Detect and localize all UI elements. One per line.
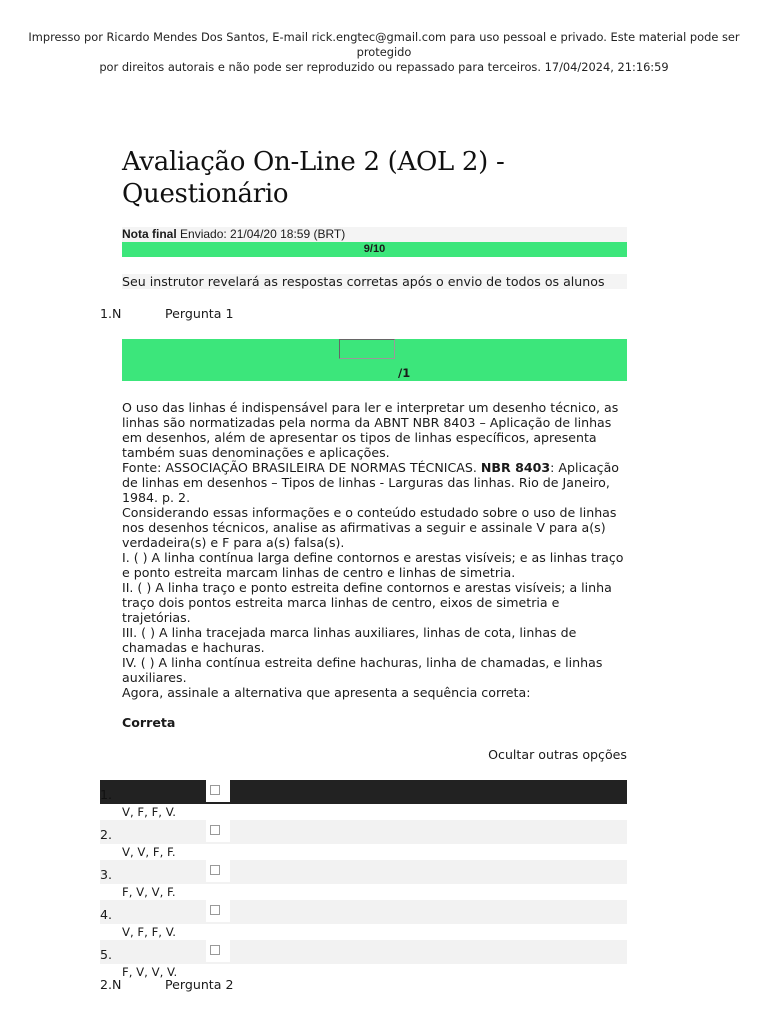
statement-4: IV. ( ) A linha contínua estreita define hachuras, linha de chamadas, e linhas auxiliares. <box>122 655 603 685</box>
option-2-text: V, V, F, F. <box>122 845 176 859</box>
option-1-bar <box>100 780 627 804</box>
option-1-checkbox[interactable] <box>210 785 220 795</box>
option-3-text: F, V, V, F. <box>122 885 176 899</box>
option-5-bar <box>100 940 627 964</box>
option-2-bar <box>100 820 627 844</box>
option-5-number: 5. <box>100 947 113 962</box>
option-5-checkbox-cell <box>206 940 230 962</box>
option-3-number: 3. <box>100 867 113 882</box>
question-prompt: Agora, assinale a alternativa que apresenta a sequência correta: <box>122 685 531 700</box>
question-2-number: 2.N <box>100 977 122 992</box>
score-value: 9/10 <box>363 243 386 255</box>
instructor-note: Seu instrutor revelará as respostas corretas após o envio de todos os alunos <box>122 274 627 289</box>
question-1-grade-box <box>122 339 627 381</box>
score-bar <box>122 242 627 257</box>
final-grade-label: Nota final <box>122 227 177 241</box>
option-1-number: 1. <box>100 787 113 802</box>
option-5[interactable] <box>100 940 627 980</box>
print-watermark <box>0 30 768 75</box>
option-5-checkbox[interactable] <box>210 945 220 955</box>
page-title <box>122 146 642 210</box>
source-prefix: Fonte: ASSOCIAÇÃO BRASILEIRA DE NORMAS TÉCNICAS. <box>122 460 481 475</box>
option-5-text: F, V, V, V. <box>122 965 178 979</box>
source-standard: NBR 8403 <box>480 460 551 475</box>
statement-3: III. ( ) A linha tracejada marca linhas auxiliares, linhas de cota, linhas de chamadas e hachuras. <box>122 625 577 655</box>
option-4-number: 4. <box>100 907 113 922</box>
option-4-bar <box>100 900 627 924</box>
final-grade-line <box>122 227 627 242</box>
question-2-title: Pergunta 2 <box>165 977 234 992</box>
watermark-line-2: por direitos autorais e não pode ser reproduzido ou repassado para terceiros. 17/04/2024, 21:16:59 <box>99 60 669 74</box>
hide-options-link[interactable]: Ocultar outras opções <box>488 747 627 762</box>
option-1[interactable] <box>100 780 627 820</box>
grade-input[interactable] <box>339 339 395 359</box>
statement-2: II. ( ) A linha traço e ponto estreita define contornos e arestas visíveis; a linha traço dois pontos estreita marca linhas de centro, eixos de simetria e trajetórias. <box>122 580 612 625</box>
option-4[interactable] <box>100 900 627 940</box>
question-1-text <box>122 400 627 700</box>
option-4-checkbox-cell <box>206 900 230 922</box>
option-3-checkbox[interactable] <box>210 865 220 875</box>
submission-date: Enviado: 21/04/20 18:59 (BRT) <box>180 227 346 241</box>
grade-max: /1 <box>398 366 411 380</box>
question-1-number: 1.N <box>100 306 122 321</box>
page-title-line-2: Questionário <box>122 179 289 209</box>
option-4-checkbox[interactable] <box>210 905 220 915</box>
question-intro: O uso das linhas é indispensável para ler e interpretar um desenho técnico, as linhas são normatizadas pela norma da ABNT NBR 8403 – Aplicação de linhas em desenhos, além de apresentar os tipos de linhas específicos, apresenta também suas denominações e aplicações. <box>122 400 619 460</box>
option-2[interactable] <box>100 820 627 860</box>
source-suffix: : Aplicação de linhas em desenhos – Tipos de linhas - Larguras das linhas. Rio de Janeiro, 1984. p. 2. <box>122 460 620 505</box>
option-3[interactable] <box>100 860 627 900</box>
option-4-text: V, F, F, V. <box>122 925 176 939</box>
option-3-checkbox-cell <box>206 860 230 882</box>
watermark-line-1: Impresso por Ricardo Mendes Dos Santos, E-mail rick.engtec@gmail.com para uso pessoal e privado. Este material pode ser protegido <box>28 30 740 59</box>
statement-1: I. ( ) A linha contínua larga define contornos e arestas visíveis; e as linhas traço e ponto estreita marcam linhas de centro e linhas de simetria. <box>122 550 624 580</box>
question-instruction: Considerando essas informações e o conteúdo estudado sobre o uso de linhas nos desenhos técnicos, analise as afirmativas a seguir e assinale V para a(s) verdadeira(s) e F para a(s) falsa(s). <box>122 505 617 550</box>
option-2-checkbox-cell <box>206 820 230 842</box>
option-3-bar <box>100 860 627 884</box>
answer-status: Correta <box>122 715 176 730</box>
question-1-title: Pergunta 1 <box>165 306 234 321</box>
option-1-checkbox-cell <box>206 780 230 802</box>
option-1-text: V, F, F, V. <box>122 805 176 819</box>
page-title-line-1: Avaliação On-Line 2 (AOL 2) - <box>122 147 505 177</box>
option-2-checkbox[interactable] <box>210 825 220 835</box>
question-source <box>122 460 627 505</box>
option-2-number: 2. <box>100 827 113 842</box>
